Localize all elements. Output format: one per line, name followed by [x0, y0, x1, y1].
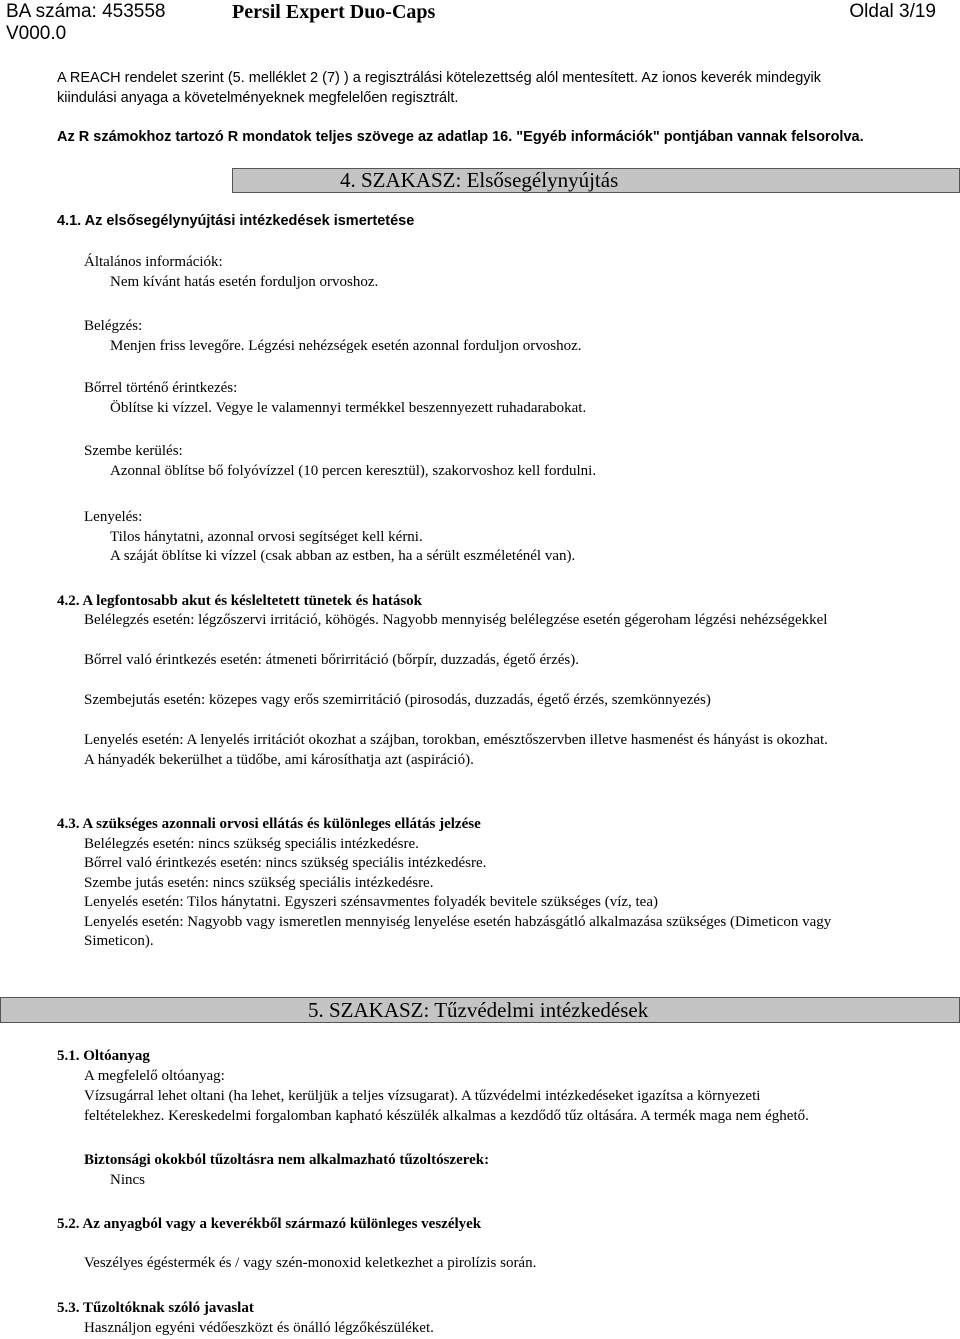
s43-line-2: Bőrrel való érintkezés esetén: nincs szükség speciális intézkedésre. [84, 855, 487, 871]
s41-general-text: Nem kívánt hatás esetén forduljon orvoshoz. [110, 274, 379, 290]
s43-heading: 4.3. A szükséges azonnali orvosi ellátás és különleges ellátás jelzése [57, 816, 481, 832]
s42-inhal: Belélegzés esetén: légzőszervi irritáció, köhögés. Nagyobb mennyiség belélegzése esetén gégeroham légzési nehézségekkel [84, 612, 828, 628]
s51-suitable-label: A megfelelő oltóanyag: [84, 1068, 225, 1084]
ba-number: BA száma: 453558 [6, 1, 166, 22]
s41-heading: 4.1. Az elsősegélynyújtási intézkedések ismertetése [57, 213, 415, 229]
s41-skin-text: Öblítse ki vízzel. Vegye le valamennyi termékkel beszennyezett ruhadarabokat. [110, 400, 587, 416]
s41-ingest-label: Lenyelés: [84, 509, 143, 525]
s51-heading: 5.1. Oltóanyag [57, 1048, 150, 1064]
reach-line-2: kiindulási anyaga a követelményeknek megfelelően regisztrált. [57, 90, 459, 106]
s41-inhal-text: Menjen friss levegőre. Légzési nehézségek esetén azonnal forduljon orvoshoz. [110, 338, 582, 354]
s53-heading: 5.3. Tűzoltóknak szóló javaslat [57, 1300, 254, 1316]
section-5-title: 5. SZAKASZ: Tűzvédelmi intézkedések [308, 998, 649, 1022]
s42-ingest-2: A hányadék bekerülhet a tüdőbe, ami károsíthatja azt (aspiráció). [84, 752, 474, 768]
s42-ingest-1: Lenyelés esetén: A lenyelés irritációt okozhat a szájban, torokban, emésztőszervben illetve hasmenést és hányást is okozhat. [84, 732, 828, 748]
s41-ingest-text-2: A száját öblítse ki vízzel (csak abban az estben, ha a sérült eszméleténél van). [110, 548, 576, 564]
s51-suitable-2: feltételekhez. Kereskedelmi forgalomban kapható készülék alkalmas a kezdődő tűz oltására. A termék maga nem éghető. [84, 1108, 809, 1124]
s43-line-1: Belélegzés esetén: nincs szükség speciális intézkedésre. [84, 836, 419, 852]
s43-line-5: Lenyelés esetén: Nagyobb vagy ismeretlen mennyiség lenyelése esetén habzásgátló alkalmazása szükséges (Dimeticon vagy [84, 914, 832, 930]
s51-unsuitable-label: Biztonsági okokból tűzoltásra nem alkalmazható tűzoltószerek: [84, 1152, 490, 1168]
s51-suitable-1: Vízsugárral lehet oltani (ha lehet, kerüljük a teljes vízsugarat). A tűzvédelmi intézkedéseket igazítsa a környezeti [84, 1088, 761, 1104]
s53-text: Használjon egyéni védőeszközt és önálló légzőkészüléket. [84, 1320, 434, 1336]
version: V000.0 [6, 23, 67, 44]
s42-skin: Bőrrel való érintkezés esetén: átmeneti bőrirritáció (bőrpír, duzzadás, égető érzés). [84, 652, 580, 668]
s52-text: Veszélyes égéstermék és / vagy szén-monoxid keletkezhet a pirolízis során. [84, 1255, 537, 1271]
s41-eye-label: Szembe kerülés: [84, 443, 183, 459]
s43-line-3: Szembe jutás esetén: nincs szükség speciális intézkedésre. [84, 875, 434, 891]
r-phrases-note: Az R számokhoz tartozó R mondatok teljes szövege az adatlap 16. "Egyéb információk" pontjában vannak felsorolva. [57, 129, 864, 145]
s51-unsuitable: Nincs [110, 1172, 145, 1188]
s42-eye: Szembejutás esetén: közepes vagy erős szemirritáció (pirosodás, duzzadás, égető érzés, szemkönnyezés) [84, 692, 711, 708]
s43-line-4: Lenyelés esetén: Tilos hánytatni. Egyszeri szénsavmentes folyadék bevitele szükséges (víz, tea) [84, 894, 658, 910]
s42-heading: 4.2. A legfontosabb akut és késleltetett tünetek és hatások [57, 593, 423, 609]
s41-inhal-label: Belégzés: [84, 318, 143, 334]
s41-skin-label: Bőrrel történő érintkezés: [84, 380, 238, 396]
s41-ingest-text-1: Tilos hánytatni, azonnal orvosi segítséget kell kérni. [110, 529, 423, 545]
page-number: Oldal 3/19 [849, 1, 936, 22]
section-4-title: 4. SZAKASZ: Elsősegélynyújtás [340, 168, 619, 192]
product-name: Persil Expert Duo-Caps [232, 1, 436, 23]
s41-eye-text: Azonnal öblítse bő folyóvízzel (10 percen keresztül), szakorvoshoz kell fordulni. [110, 463, 597, 479]
s52-heading: 5.2. Az anyagból vagy a keverékből származó különleges veszélyek [57, 1216, 482, 1232]
s43-line-6: Simeticon). [84, 933, 154, 949]
reach-line-1: A REACH rendelet szerint (5. melléklet 2 (7) ) a regisztrálási kötelezettség alól mentesített. Az ionos keverék mindegyik [57, 70, 821, 86]
s41-general-label: Általános információk: [84, 254, 223, 270]
